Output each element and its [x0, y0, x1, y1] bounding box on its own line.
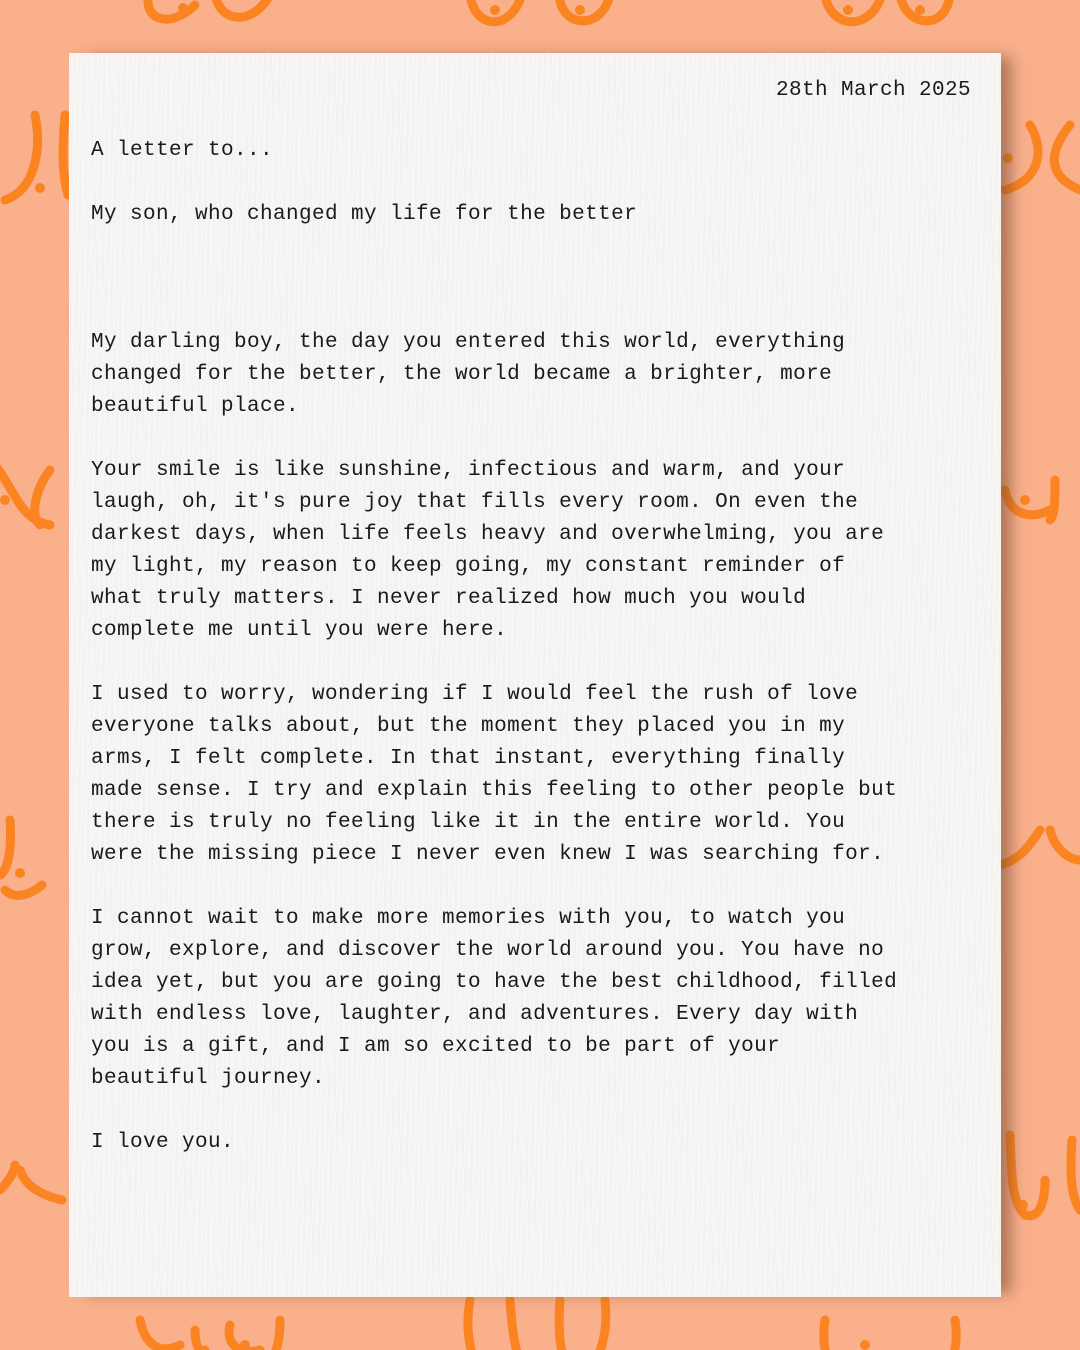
paragraph-line: you is a gift, and I am so excited to be part of your: [91, 1035, 781, 1058]
paragraph-line: changed for the better, the world became a brighter, more: [91, 363, 833, 386]
paragraph-line: what truly matters. I never realized how much you would: [91, 587, 807, 610]
spacer: [91, 295, 981, 327]
paragraph-line: I cannot wait to make more memories with you, to watch you: [91, 907, 846, 930]
paragraph-4: [91, 903, 981, 1095]
spacer: [91, 871, 981, 903]
letter-body: [91, 135, 981, 1159]
letter-paper: [69, 53, 1001, 1297]
letter-date: [776, 77, 971, 105]
spacer: [91, 263, 981, 295]
spacer: [91, 231, 981, 263]
letter-closing: I love you.: [91, 1131, 235, 1154]
paragraph-line: beautiful place.: [91, 395, 300, 418]
date-text: 28th March 2025: [775, 79, 971, 102]
paragraph-line: My darling boy, the day you entered this world, everything: [91, 331, 846, 354]
letter-heading: A letter to...: [91, 139, 274, 162]
paragraph-line: darkest days, when life feels heavy and overwhelming, you are: [91, 523, 885, 546]
paragraph-3: [91, 679, 981, 871]
spacer: [91, 423, 981, 455]
paragraph-line: I used to worry, wondering if I would feel the rush of love: [91, 683, 859, 706]
paragraph-line: complete me until you were here.: [91, 619, 508, 642]
paragraph-line: laugh, oh, it's pure joy that fills every room. On even the: [91, 491, 859, 514]
paragraph-line: my light, my reason to keep going, my constant reminder of: [91, 555, 846, 578]
paragraph-line: grow, explore, and discover the world around you. You have no: [91, 939, 885, 962]
paragraph-line: there is truly no feeling like it in the entire world. You: [91, 811, 846, 834]
paragraph-line: everyone talks about, but the moment they placed you in my: [91, 715, 846, 738]
paragraph-line: idea yet, but you are going to have the best childhood, filled: [91, 971, 898, 994]
paragraph-line: made sense. I try and explain this feeling to other people but: [91, 779, 898, 802]
letter-recipient: My son, who changed my life for the better: [91, 203, 638, 226]
paragraph-2: [91, 455, 981, 647]
paragraph-line: were the missing piece I never even knew I was searching for.: [91, 843, 885, 866]
paragraph-1: [91, 327, 981, 423]
paragraph-line: with endless love, laughter, and adventures. Every day with: [91, 1003, 859, 1026]
spacer: [91, 1095, 981, 1127]
spacer: [91, 647, 981, 679]
paragraph-line: Your smile is like sunshine, infectious and warm, and your: [91, 459, 846, 482]
spacer: [91, 167, 981, 199]
paragraph-line: beautiful journey.: [91, 1067, 326, 1090]
paragraph-line: arms, I felt complete. In that instant, everything finally: [91, 747, 846, 770]
